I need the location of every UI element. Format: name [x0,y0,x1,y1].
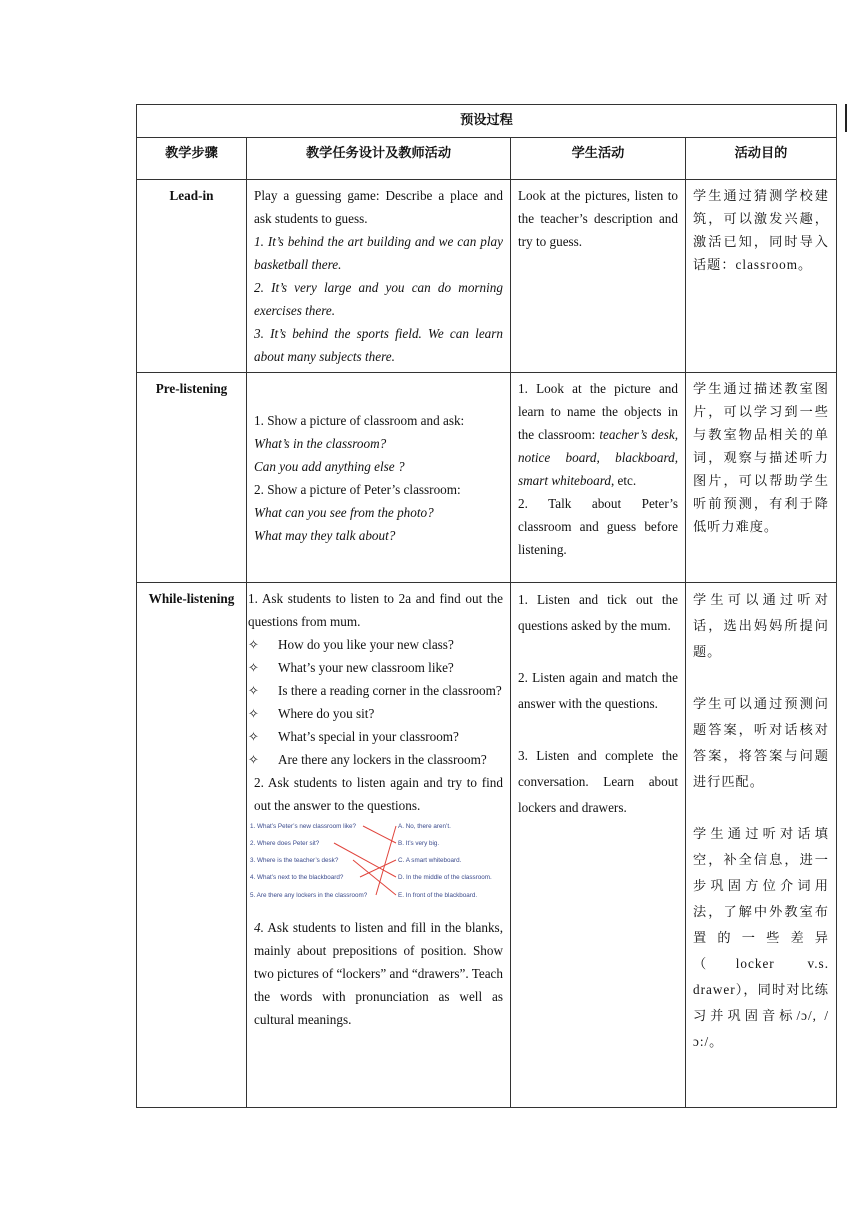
pre-line-1: 1. Show a picture of classroom and ask: [254,412,465,428]
while-student-1: 1. Listen and tick out the questions asked by the mum. [518,592,678,633]
diamond-bullet-icon: ✧ [248,752,260,767]
match-question-5: 5. Are there any lockers in the classroom? [250,892,368,899]
diamond-bullet-icon: ✧ [248,729,260,744]
list-item: ✧ Where do you sit? [248,702,503,725]
matching-exercise-image [248,819,503,905]
teacher-activity-lead-in [247,180,511,373]
while-purpose-3: 学生通过听对话填空，补全信息，进一步巩固方位介词用法，了解中外教室布置的一些差异（locker v.s. drawer），同时对比练习并巩固音标/ɔ/, /ɔ:/。 [693,826,829,1049]
match-line [363,826,396,843]
list-item: ✧ What’s special in your classroom? [248,725,503,748]
match-question-3: 3. Where is the teacher’s desk? [250,857,339,864]
pre-student-1 [518,377,678,492]
table-row [137,180,837,373]
lead-in-purpose-text: 学生通过猜测学校建筑，可以激发兴趣，激活已知，同时导入话题：classroom。 [693,188,829,272]
purpose-pre-listening [686,373,837,583]
purpose-lead-in [686,180,837,373]
match-answer-b: B. It’s very big. [398,840,440,847]
teacher-activity-while-listening [247,583,511,1108]
match-answer-e: E. In front of the blackboard. [398,892,478,899]
header-purpose: 活动目的 [686,138,837,180]
header-teacher-activity: 教学任务设计及教师活动 [247,138,511,180]
pre-question-4: What may they talk about? [254,527,396,543]
teacher-activity-pre-listening [247,373,511,583]
question-list [248,633,503,771]
while-task-2: 2. Ask students to listen again and try to find out the answer to the questions. [254,775,503,813]
lead-in-clue-1: 1. It’s behind the art building and we can play basketball there. [254,234,503,272]
header-student-activity: 学生活动 [511,138,686,180]
lead-in-clue-2: 2. It’s very large and you can do morning exercises there. [254,280,503,318]
pre-line-2: 2. Show a picture of Peter’s classroom: [254,481,461,497]
list-item: ✧ Are there any lockers in the classroom? [248,748,503,771]
while-purpose-1: 学生可以通过听对话，选出妈妈所提问题。 [693,592,829,659]
pre-question-2: Can you add anything else ? [254,458,405,474]
student-activity-lead-in [511,180,686,373]
diamond-bullet-icon: ✧ [248,683,260,698]
pre-student-2: 2. Talk about Peter’s classroom and guess before listening. [518,496,678,557]
table-title: 预设过程 [137,105,837,138]
list-item: ✧ Is there a reading corner in the classroom? [248,679,503,702]
step-pre-listening: Pre-listening [137,373,247,583]
pre-student-1-words: teacher’s desk, notice board, blackboard, smart whiteboard [518,427,678,488]
pre-question-3: What can you see from the photo? [254,504,434,520]
list-item: ✧ How do you like your new class? [248,633,503,656]
pre-question-1: What’s in the classroom? [254,435,387,451]
pre-student-1-end: , etc. [610,473,637,488]
while-task-1: 1. Ask students to listen to 2a and find out the questions from mum. [248,591,503,629]
pre-student-1-start: 1. Look at the picture and learn to name the objects in the classroom: [518,381,678,442]
student-activity-pre-listening [511,373,686,583]
while-student-3: 3. Listen and complete the conversation. Learn about lockers and drawers. [518,748,678,815]
table-row [137,583,837,1108]
lead-in-student-text: Look at the pictures, listen to the teacher’s description and try to guess. [518,188,678,249]
header-step: 教学步骤 [137,138,247,180]
match-answer-c: C. A smart whiteboard. [398,857,462,864]
step-lead-in: Lead-in [137,180,247,373]
lead-in-clue-3: 3. It’s behind the sports field. We can learn about many subjects there. [254,326,503,364]
diamond-bullet-icon: ✧ [248,660,260,675]
lead-in-intro: Play a guessing game: Describe a place and ask students to guess. [254,188,503,226]
match-question-2: 2. Where does Peter sit? [250,840,320,847]
while-task-4: 4. Ask students to listen and fill in the blanks, mainly about prepositions of position. Show two pictures of “lockers” and “drawers”. Teach the words with pronunciation as well as cultural meanings. [254,920,503,1027]
step-while-listening: While-listening [137,583,247,1108]
match-line [334,843,396,877]
student-activity-while-listening [511,583,686,1108]
match-question-1: 1. What’s Peter’s new classroom like? [250,823,357,830]
match-line [376,826,396,895]
lesson-plan-table [136,104,837,1108]
diamond-bullet-icon: ✧ [248,706,260,721]
list-item: ✧ What’s your new classroom like? [248,656,503,679]
match-question-4: 4. What’s next to the blackboard? [250,874,344,881]
match-answer-a: A. No, there aren’t. [398,823,451,830]
page-edge-mark [845,104,847,132]
pre-purpose-text: 学生通过描述教室图片，可以学习到一些与教室物品相关的单词，观察与描述听力图片，可以帮助学生听前预测，有利于降低听力难度。 [693,381,829,534]
match-answer-d: D. In the middle of the classroom. [398,874,492,881]
purpose-while-listening [686,583,837,1108]
while-student-2: 2. Listen again and match the answer with the questions. [518,670,678,711]
table-row [137,373,837,583]
while-purpose-2: 学生可以通过预测问题答案，听对话核对答案，将答案与问题进行匹配。 [693,696,829,789]
diamond-bullet-icon: ✧ [248,637,260,652]
